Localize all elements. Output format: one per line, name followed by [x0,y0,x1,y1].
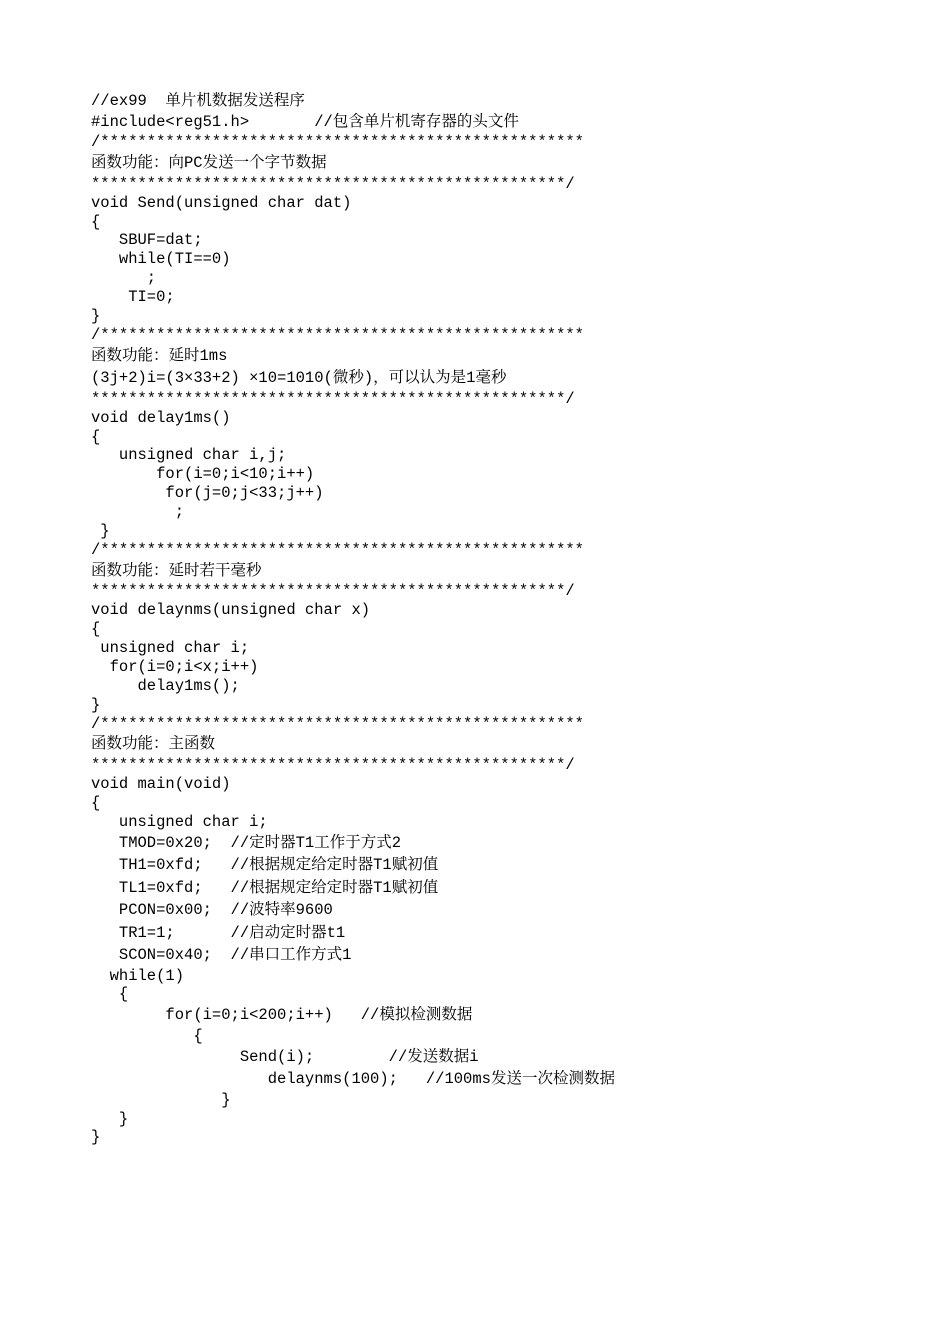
code-line: unsigned char i; [91,638,250,657]
code-line: delay1ms(); [91,676,240,695]
code-line: 函数功能：延时1ms [91,346,228,365]
code-line: TL1=0xfd; //根据规定给定时器T1赋初值 [91,878,439,897]
code-line: } [91,522,110,541]
code-line: TI=0; [91,288,175,307]
code-line: while(TI==0) [91,250,231,269]
code-line: ; [91,503,185,522]
code-line: ***************************************************/ [91,174,575,193]
code-line: } [91,307,101,326]
code-line: //ex99 单片机数据发送程序 [91,92,305,110]
code-line: } [91,1109,129,1128]
code-line: ; [91,269,157,288]
code-line: /**************************************************** [91,540,584,559]
code-line: { [91,793,101,812]
code-line: void delaynms(unsigned char x) [91,601,371,620]
code-line: 函数功能：主函数 [91,735,216,754]
code-line: { [91,985,129,1004]
code-line: /**************************************************** [91,133,584,152]
code-line: void delay1ms() [91,408,231,427]
code-line: ***************************************************/ [91,389,575,408]
code-line: 函数功能：向PC发送一个字节数据 [91,154,327,173]
code-line: ***************************************************/ [91,582,575,601]
code-line: /**************************************************** [91,714,584,733]
code-line: /**************************************************** [91,325,584,344]
code-line: unsigned char i,j; [91,446,287,465]
code-line: void main(void) [91,774,231,793]
code-line: } [91,695,101,714]
source-code-listing [91,92,615,1147]
code-line: (3j+2)i=(3×33+2) ×10=1010(微秒)，可以认为是1毫秒 [91,369,507,388]
code-line: for(i=0;i<x;i++) [91,657,259,676]
code-line: { [91,620,101,639]
code-line: SBUF=dat; [91,231,203,250]
code-line: { [91,212,101,231]
code-line: unsigned char i; [91,812,268,831]
code-line: for(i=0;i<200;i++) //模拟检测数据 [91,1006,473,1025]
code-line: ***************************************************/ [91,755,575,774]
code-line: 函数功能：延时若干毫秒 [91,561,262,580]
code-line: void Send(unsigned char dat) [91,193,352,212]
code-line: TR1=1; //启动定时器t1 [91,923,346,942]
code-line: delaynms(100); //100ms发送一次检测数据 [91,1070,615,1089]
code-line: SCON=0x40; //串口工作方式1 [91,946,352,964]
code-line: for(i=0;i<10;i++) [91,465,315,484]
code-line: TH1=0xfd; //根据规定给定时器T1赋初值 [91,856,439,874]
code-line: { [91,1026,203,1045]
code-line: while(1) [91,966,185,985]
code-line: PCON=0x00; //波特率9600 [91,901,333,919]
code-line: Send(i); //发送数据i [91,1047,479,1066]
code-line: } [91,1128,101,1147]
code-line: { [91,427,101,446]
code-line: for(j=0;j<33;j++) [91,484,324,503]
code-line: } [91,1090,231,1109]
code-line: #include<reg51.h> //包含单片机寄存器的头文件 [91,112,519,131]
code-line: TMOD=0x20; //定时器T1工作于方式2 [91,833,402,852]
